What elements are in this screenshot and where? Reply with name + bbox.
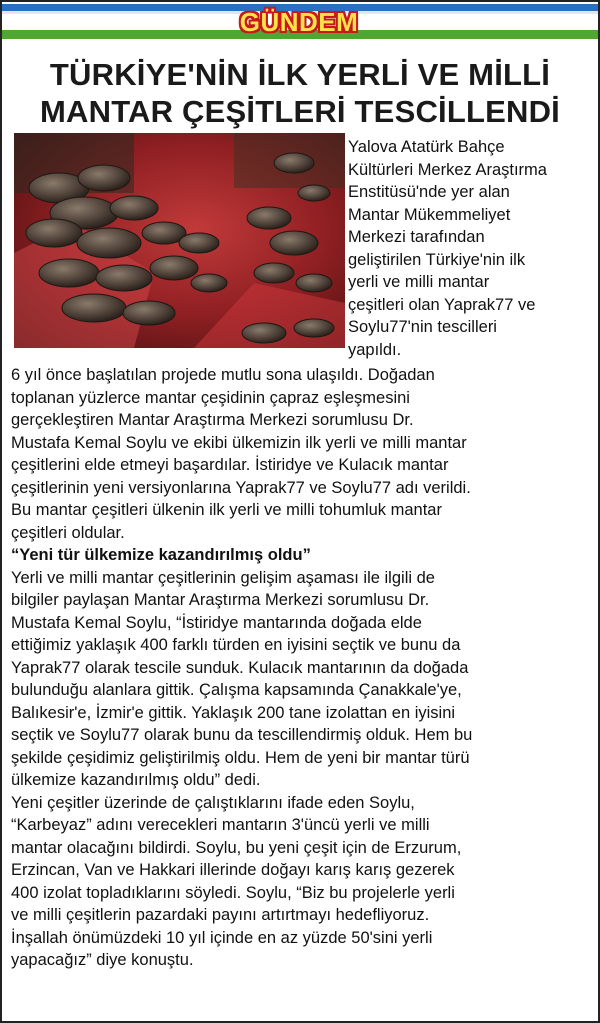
side-line: Mantar Mükemmeliyet <box>348 205 511 224</box>
body-line: bilgiler paylaşan Mantar Araştırma Merkezi sorumlusu Dr. <box>11 591 430 609</box>
body-line: ettiğimiz yaklaşık 400 farklı türden en iyisini seçtik ve bunu da <box>11 636 461 654</box>
body-line: Bu mantar çeşitleri ülkenin ilk yerli ve milli tohumluk mantar <box>11 501 442 519</box>
paragraph-3 <box>11 567 596 792</box>
side-line: Soylu77'nin tescilleri <box>348 318 497 336</box>
headline-line-2: MANTAR ÇEŞİTLERİ TESCİLLENDİ <box>40 94 560 129</box>
body-line: ve milli çeşitlerin pazardaki payını artırtmayı hedefliyoruz. <box>11 906 430 924</box>
body-line: 6 yıl önce başlatılan projede mutlu sona ulaşıldı. Doğadan <box>11 366 435 384</box>
side-paragraph <box>348 136 593 361</box>
side-line: yerli ve milli mantar <box>348 273 490 291</box>
paragraph-4 <box>11 792 596 972</box>
body-line: seçtik ve Soylu77 olarak bunu da tescillendirmiş olduk. Hem bu <box>11 726 473 744</box>
body-line: Erzincan, Van ve Hakkari illerinde doğayı karış karış gezerek <box>11 861 455 879</box>
body-line: Yaprak77 olarak tescile sunduk. Kulacık mantarının da doğada <box>11 658 469 677</box>
body-line: şekilde çeşidimiz geliştirilmiş oldu. Hem de yeni bir mantar türü <box>11 748 470 767</box>
article-body <box>11 364 596 972</box>
body-line: Mustafa Kemal Soylu, “İstiridye mantarında doğada elde <box>11 613 422 632</box>
side-line: Yalova Atatürk Bahçe <box>348 138 505 156</box>
body-line: Balıkesir'e, İzmir'e gittik. Yaklaşık 200 tane izolattan en iyisini <box>11 703 456 722</box>
body-line: gerçekleştiren Mantar Araştırma Merkezi sorumlusu Dr. <box>11 411 414 429</box>
body-line: İnşallah önümüzdeki 10 yıl içinde en az yüzde 50'sini yerli <box>11 928 433 947</box>
body-line: Yeni çeşitler üzerinde de çalıştıklarını ifade eden Soylu, <box>11 793 415 812</box>
subheading: “Yeni tür ülkemize kazandırılmış oldu” <box>11 546 311 564</box>
side-line: Kültürleri Merkez Araştırma <box>348 160 547 179</box>
paragraph-2 <box>11 364 596 544</box>
side-line: Enstitüsü'nde yer alan <box>348 183 510 201</box>
body-line: çeşitleri oldular. <box>11 523 125 542</box>
body-line: çeşitlerinin yeni versiyonlarına Yaprak77 ve Soylu77 adı verildi. <box>11 478 471 497</box>
body-line: Yerli ve milli mantar çeşitlerinin gelişim aşaması ile ilgili de <box>11 568 435 587</box>
body-line: yapacağız” diye konuştu. <box>11 951 194 969</box>
mushroom-photo <box>14 133 345 348</box>
body-line: çeşitlerini elde etmeyi başardılar. İstiridye ve Kulacık mantar <box>11 456 449 474</box>
side-line: çeşitleri olan Yaprak77 ve <box>348 295 536 314</box>
body-line: mantar olacağını bildirdi. Soylu, bu yeni çeşit için de Erzurum, <box>11 838 462 857</box>
headline <box>2 56 598 130</box>
body-line: ülkemize kazandırılmış oldu” dedi. <box>11 771 261 789</box>
side-line: Merkezi tarafından <box>348 228 485 246</box>
headline-line-1: TÜRKİYE'NİN İLK YERLİ VE MİLLİ <box>49 57 551 92</box>
body-line: toplanan yüzlerce mantar çeşidinin çapraz eşleşmesini <box>11 388 410 407</box>
body-line: bulunduğu alanlara gittik. Çalışma kapsamında Çanakkale'ye, <box>11 681 462 699</box>
side-line: geliştirilen Türkiye'nin ilk <box>348 250 526 269</box>
body-line: Mustafa Kemal Soylu ve ekibi ülkemizin ilk yerli ve milli mantar <box>11 433 467 452</box>
body-line: “Karbeyaz” adını verecekleri mantarın 3'üncü yerli ve milli <box>11 816 430 834</box>
side-line: yapıldı. <box>348 340 402 359</box>
body-line: 400 izolat topladıklarını söyledi. Soylu, “Biz bu projelerle yerli <box>11 883 455 902</box>
section-banner <box>2 2 598 42</box>
section-label: GÜNDEM <box>239 7 359 37</box>
